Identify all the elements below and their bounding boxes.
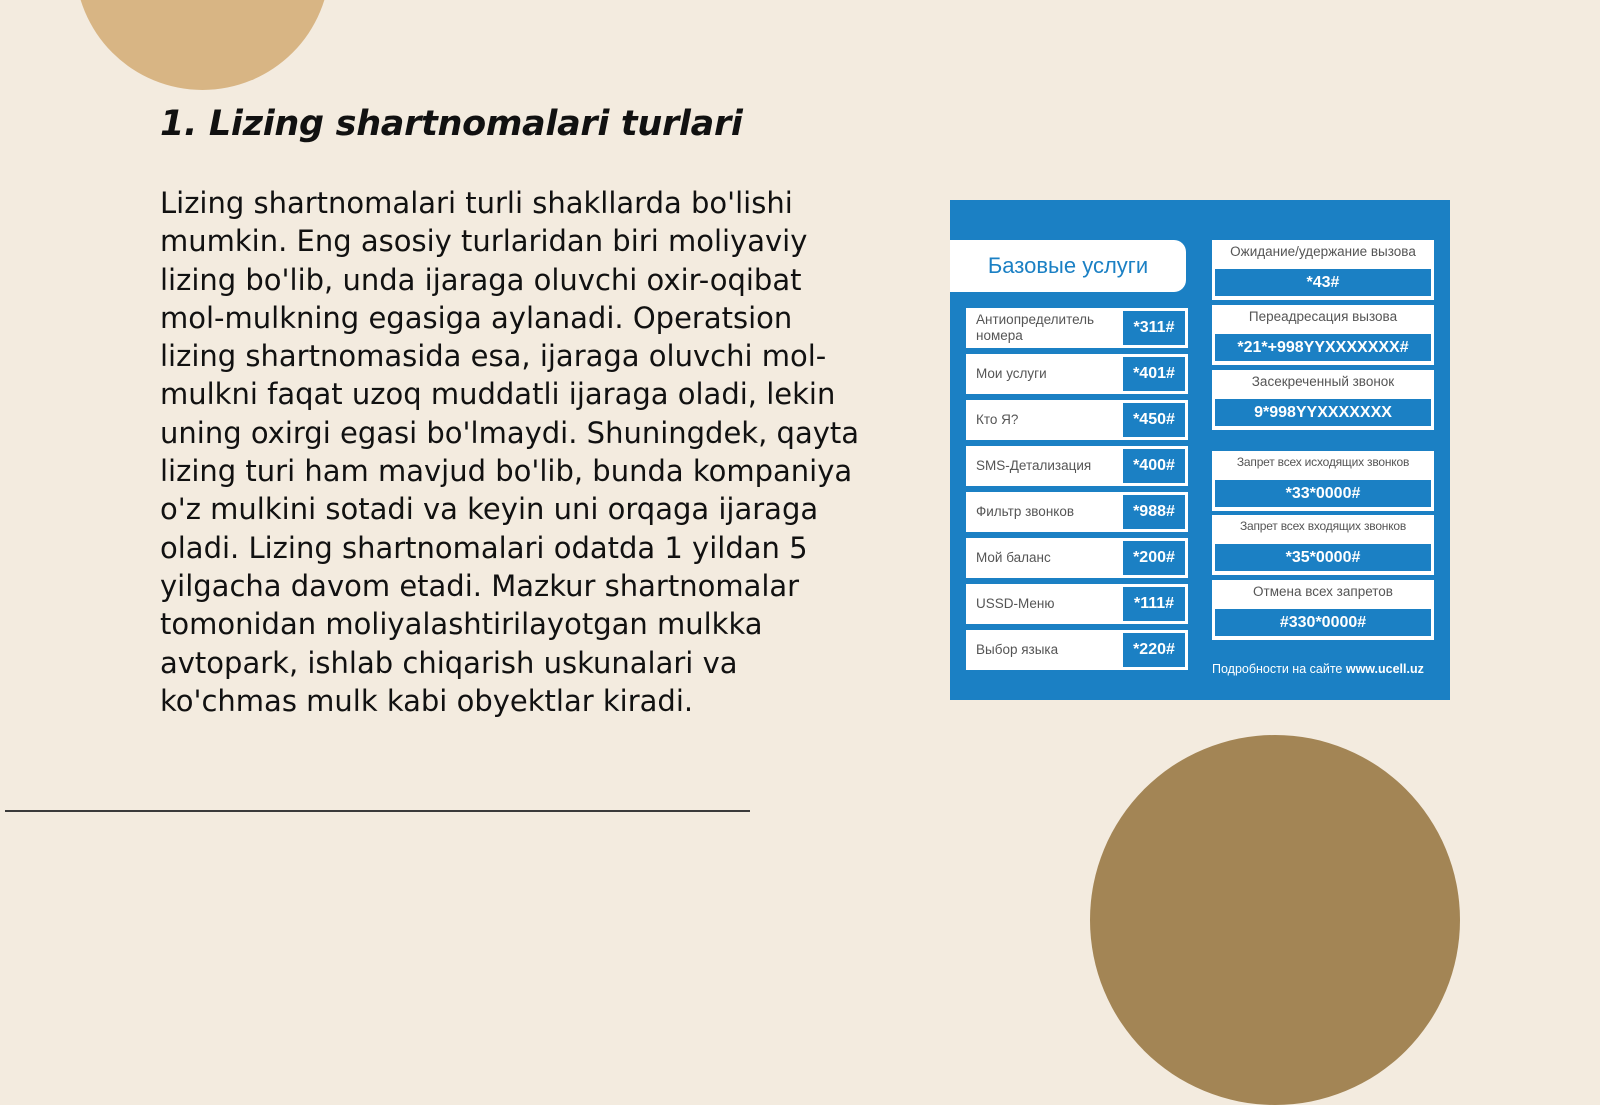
service-name: Мои услуги (976, 366, 1047, 381)
feature-label: Засекреченный звонок (1251, 374, 1395, 389)
card-title: Базовые услуги (950, 240, 1186, 292)
slide-title: 1. Lizing shartnomalari turlari (160, 104, 743, 144)
ussd-services-image (950, 200, 1450, 700)
feature-box (1212, 580, 1434, 640)
service-name: Выбор языка (976, 642, 1059, 657)
feature-code: 9*998YYXXXXXXX (1215, 399, 1431, 426)
decorative-circle-top (75, 0, 330, 90)
feature-box (1212, 515, 1434, 575)
feature-box (1212, 370, 1434, 430)
feature-code: *35*0000# (1215, 544, 1431, 571)
service-row (966, 584, 1188, 624)
service-row (966, 446, 1188, 486)
service-row (966, 308, 1188, 348)
service-name: Мой баланс (976, 550, 1051, 565)
service-row (966, 538, 1188, 578)
feature-label: Отмена всех запретов (1253, 584, 1393, 599)
slide-body-text: Lizing shartnomalari turli shakllarda bo'lishi mumkin. Eng asosiy turlaridan biri moliyaviy lizing bo'lib, unda ijaraga oluvchi oxir-oqibat mol-mulkning egasiga aylanadi. Operatsion lizing shartnomasida esa, ijaraga oluvchi mol-mulkni faqat uzoq muddatli ijaraga oladi, lekin uning oxirgi egasi bo'lmaydi. Shuningdek, qayta lizing turi ham mavjud bo'lib, bunda kompaniya o'z mulkini sotadi va keyin uni orqaga ijaraga oladi. Lizing shartnomalari odatda 1 yildan 5 yilgacha davom etadi. Mazkur shartnomalar tomonidan moliyalashtirilayotgan mulkka avtopark, ishlab chiqarish uskunalari va ko'chmas mulk kabi obyektlar kiradi. (160, 186, 860, 718)
service-code: *400# (1123, 449, 1185, 483)
divider-line (5, 810, 750, 812)
footer-site: www.ucell.uz (1345, 662, 1424, 676)
decorative-circle-bottom (1090, 735, 1460, 1105)
service-code: *401# (1123, 357, 1185, 391)
feature-label: Переадресация вызова (1248, 309, 1398, 324)
service-row (966, 400, 1188, 440)
service-code: *311# (1123, 311, 1185, 345)
service-row (966, 354, 1188, 394)
service-code: *111# (1123, 587, 1185, 621)
card-footer (1212, 662, 1444, 676)
feature-box (1212, 240, 1434, 300)
feature-code: #330*0000# (1215, 609, 1431, 636)
service-name: SMS-Детализация (976, 458, 1092, 473)
feature-box (1212, 305, 1434, 365)
service-row (966, 630, 1188, 670)
service-name: USSD-Меню (976, 596, 1055, 611)
service-name: Кто Я? (976, 412, 1019, 427)
footer-text: Подробности на сайте (1212, 662, 1343, 676)
feature-code: *43# (1215, 269, 1431, 296)
feature-label: Запрет всех исходящих звонков (1236, 455, 1410, 469)
feature-code: *33*0000# (1215, 480, 1431, 507)
service-code: *988# (1123, 495, 1185, 529)
feature-box (1212, 451, 1434, 511)
feature-code: *21*+998YYXXXXXXX# (1215, 334, 1431, 361)
feature-label: Ожидание/удержание вызова (1230, 244, 1416, 259)
service-code: *220# (1123, 633, 1185, 667)
service-name: Фильтр звонков (976, 504, 1075, 519)
service-name: Антиопределитель номера (976, 312, 1095, 343)
service-row (966, 492, 1188, 532)
service-code: *450# (1123, 403, 1185, 437)
feature-label: Запрет всех входящих звонков (1239, 519, 1407, 533)
service-code: *200# (1123, 541, 1185, 575)
